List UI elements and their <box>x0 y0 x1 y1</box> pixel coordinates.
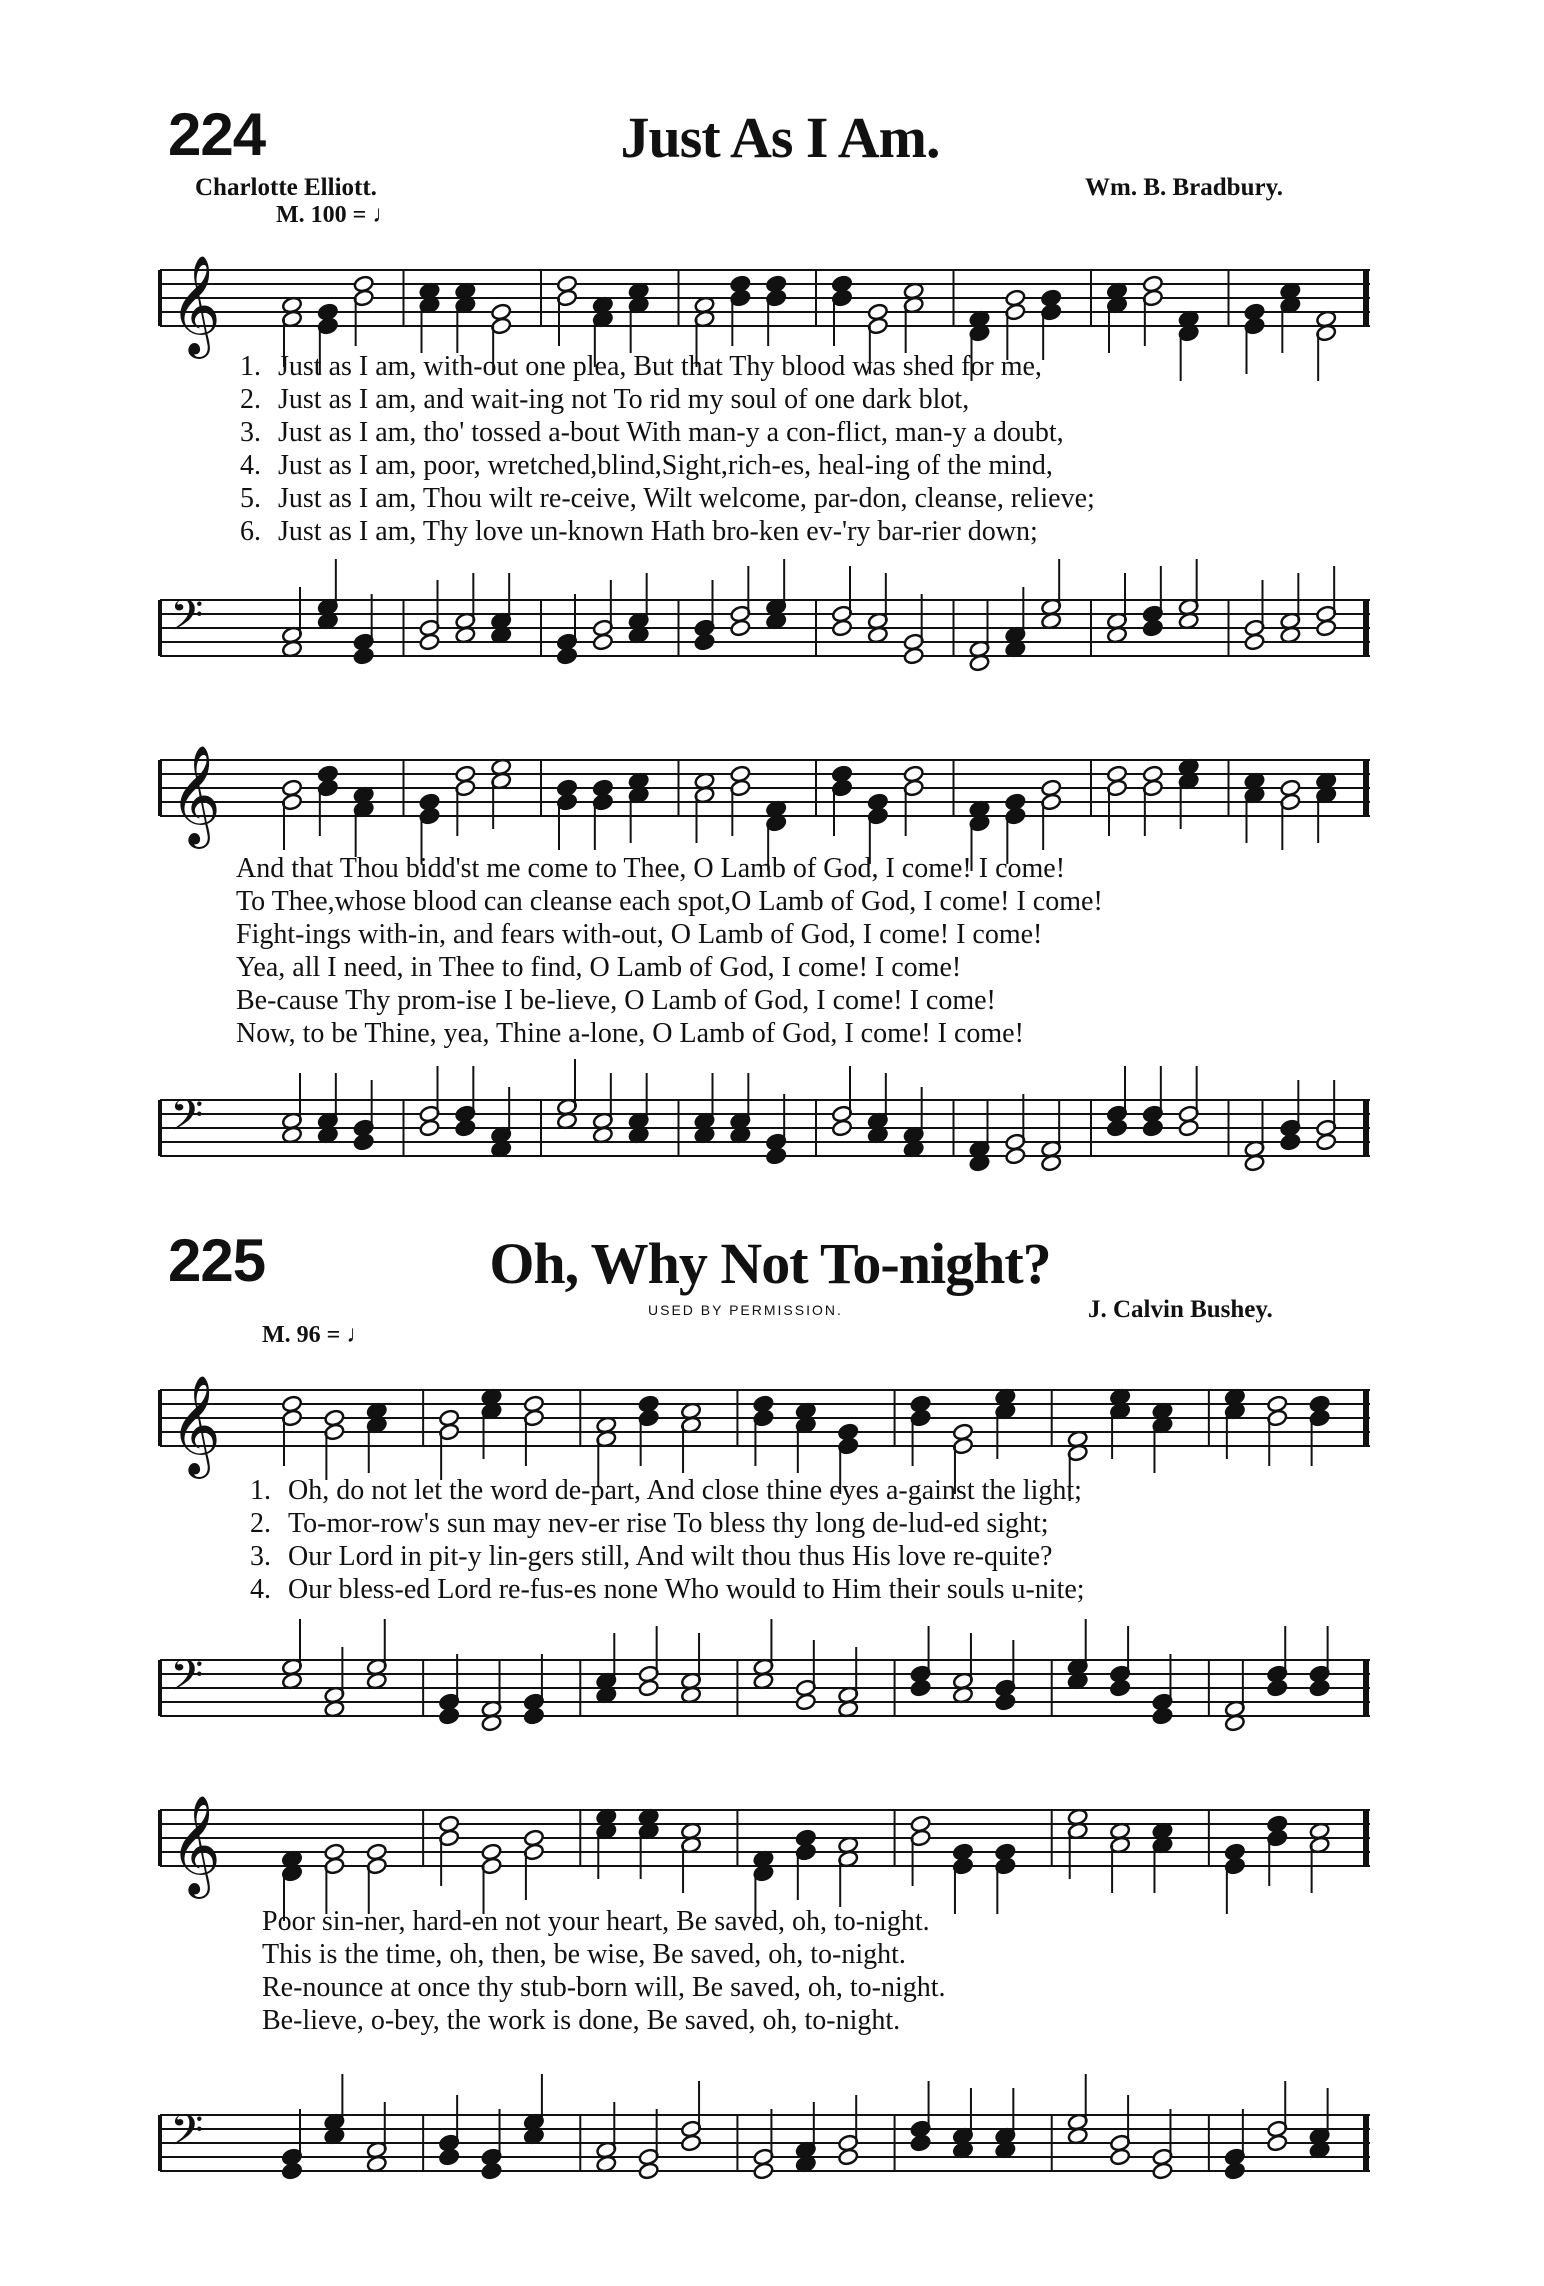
note-head <box>1309 1679 1330 1697</box>
note-head <box>831 1119 852 1137</box>
verse-line: 1. Oh, do not let the word de-part, And close thine eyes a-gainst the light; <box>250 1475 1082 1506</box>
hymn-number: 225 <box>168 1227 266 1294</box>
music-staff-bass <box>160 2075 1370 2225</box>
verse-line: Now, to be Thine, yea, Thine a-lone, O Lamb of God, I come! I come! <box>236 1018 1024 1049</box>
note-head <box>1109 2148 1130 2166</box>
note-head <box>592 633 613 651</box>
bass-clef-icon: 𝄢 <box>170 591 204 651</box>
verse-block <box>240 350 1095 548</box>
hymn-title: Just As I Am. <box>620 105 940 170</box>
note-head <box>638 1679 659 1697</box>
note-head <box>831 619 852 637</box>
verse-line: Yea, all I need, in Thee to find, O Lamb of God, I come! I come! <box>236 952 962 983</box>
note-head <box>438 1707 459 1725</box>
note-head <box>1142 1119 1163 1137</box>
note-head <box>910 2134 931 2152</box>
note-head <box>1152 1707 1173 1725</box>
music-composer: Wm. B. Bradbury. <box>1085 174 1283 201</box>
bass-clef-icon: 𝄢 <box>170 1651 204 1711</box>
treble-clef-icon: 𝄞 <box>170 1795 221 1895</box>
note-head <box>1224 2162 1245 2180</box>
verse-block <box>236 852 1103 1050</box>
verse-line: 4. Our bless-ed Lord re-fus-es none Who would to Him their souls u-nite; <box>250 1574 1085 1605</box>
note-head <box>765 1147 786 1165</box>
note-head <box>1280 1133 1301 1151</box>
verse-line: This is the time, oh, then, be wise, Be saved, oh, to-night. <box>262 1939 906 1970</box>
verse-line: 3. Just as I am, tho' tossed a-bout With man-y a con-flict, man-y a doubt, <box>240 417 1064 448</box>
verse-line: 6. Just as I am, Thy love un-known Hath bro-ken ev-'ry bar-rier down; <box>240 516 1038 547</box>
verse-line: Re-nounce at once thy stub-born will, Be saved, oh, to-night. <box>262 1972 946 2003</box>
verse-line: 2. Just as I am, and wait-ing not To rid my soul of one dark blot, <box>240 384 970 415</box>
verse-line: Fight-ings with-in, and fears with-out, O Lamb of God, I come! I come! <box>236 919 1043 950</box>
bass-clef-icon: 𝄢 <box>170 2106 204 2166</box>
note-head <box>419 1119 440 1137</box>
note-head <box>1315 619 1336 637</box>
note-head <box>694 633 715 651</box>
tempo-marking: M. 96 = ♩ <box>262 1322 371 1348</box>
note-head <box>1244 633 1265 651</box>
verse-line: 1. Just as I am, with-out one plea, But that Thy blood was shed for me, <box>240 351 1042 382</box>
note-head <box>523 1707 544 1725</box>
note-head <box>1152 2162 1173 2180</box>
note-head <box>795 1693 816 1711</box>
verse-line: Be-cause Thy prom-ise I be-lieve, O Lamb of God, I come! I come! <box>236 985 996 1016</box>
note-head <box>838 2148 859 2166</box>
note-head <box>730 619 751 637</box>
quarter-note-icon: ♩ <box>346 1322 371 1348</box>
note-head <box>638 2162 659 2180</box>
note-head <box>910 1679 931 1697</box>
note-head <box>455 1119 476 1137</box>
note-head <box>995 1693 1016 1711</box>
treble-clef-icon: 𝄞 <box>170 255 221 355</box>
verse-line: 2. To-mor-row's sun may nev-er rise To bless thy long de-lud-ed sight; <box>250 1508 1049 1539</box>
note-head <box>1106 1119 1127 1137</box>
verse-block <box>250 1474 1085 1606</box>
note-head <box>353 1133 374 1151</box>
music-staff-treble <box>160 1770 1370 1920</box>
note-head <box>1267 1679 1288 1697</box>
note-head <box>438 2148 459 2166</box>
note-head <box>753 2162 774 2180</box>
note-head <box>281 2162 302 2180</box>
verse-line: 5. Just as I am, Thou wilt re-ceive, Wilt welcome, par-don, cleanse, relieve; <box>240 483 1095 514</box>
note-head <box>1005 1147 1026 1165</box>
hymn-title: Oh, Why Not To-night? <box>489 1231 1051 1296</box>
note-head <box>903 647 924 665</box>
music-staff-bass <box>160 560 1370 700</box>
bass-clef-icon: 𝄢 <box>170 1091 204 1151</box>
verse-line: 4. Just as I am, poor, wretched,blind,Sight,rich-es, heal-ing of the mind, <box>240 450 1053 481</box>
tempo-marking: M. 100 = ♩ <box>276 202 397 228</box>
music-composer: J. Calvin Bushey. <box>1088 1296 1273 1323</box>
permission-note: USED BY PERMISSION. <box>648 1302 843 1318</box>
note-head <box>481 2162 502 2180</box>
verse-line: And that Thou bidd'st me come to Thee, O Lamb of God, I come! I come! <box>236 853 1066 884</box>
note-head <box>1315 1133 1336 1151</box>
note-head <box>680 2134 701 2152</box>
note-head <box>1109 1679 1130 1697</box>
note-head <box>353 647 374 665</box>
note-head <box>1267 2134 1288 2152</box>
quarter-note-icon: ♩ <box>372 202 397 228</box>
words-author: Charlotte Elliott. <box>195 174 377 201</box>
verse-line: Poor sin-ner, hard-en not your heart, Be saved, oh, to-night. <box>262 1906 930 1937</box>
treble-clef-icon: 𝄞 <box>170 1375 221 1475</box>
verse-line: 3. Our Lord in pit-y lin-gers still, And wilt thou thus His love re-quite? <box>250 1541 1053 1572</box>
note-head <box>556 647 577 665</box>
verse-line: To Thee,whose blood can cleanse each spot,O Lamb of God, I come! I come! <box>236 886 1103 917</box>
note-head <box>1178 1119 1199 1137</box>
verse-block <box>262 1905 946 2037</box>
hymn-number: 224 <box>168 101 266 168</box>
verse-line: Be-lieve, o-bey, the work is done, Be saved, oh, to-night. <box>262 2005 901 2036</box>
note-head <box>1142 619 1163 637</box>
music-staff-bass <box>160 1620 1370 1760</box>
note-head <box>419 633 440 651</box>
music-staff-bass <box>160 1060 1370 1200</box>
treble-clef-icon: 𝄞 <box>170 745 221 845</box>
